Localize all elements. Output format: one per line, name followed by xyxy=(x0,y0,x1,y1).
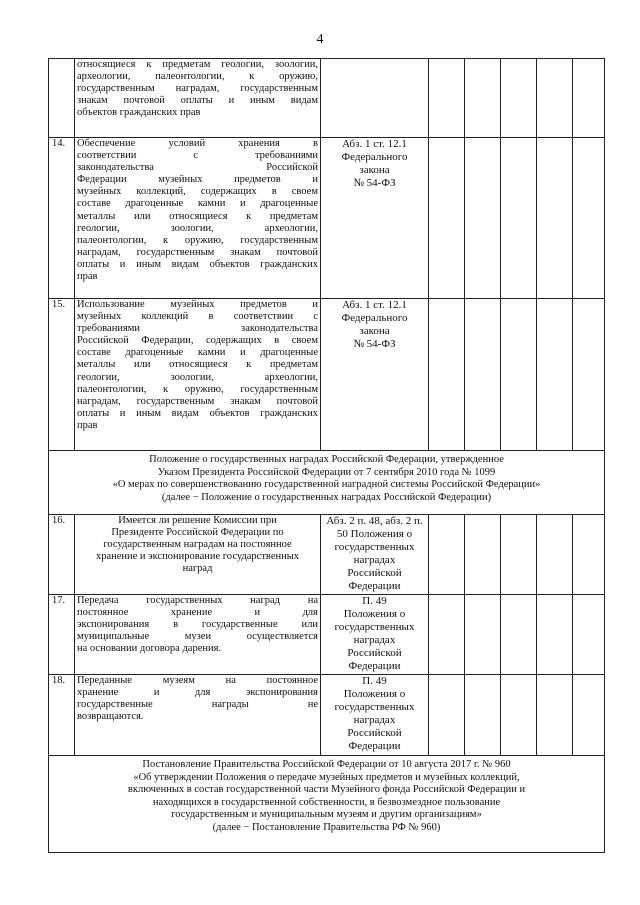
section-line: Постановление Правительства Российской Федерации от 10 августа 2017 г. № 960 xyxy=(142,759,511,770)
checklist-table xyxy=(48,58,605,853)
item-number: 17. xyxy=(49,595,75,675)
answer-cell xyxy=(429,299,465,451)
answer-cell xyxy=(573,515,605,595)
answer-cell xyxy=(465,515,501,595)
item-number: 16. xyxy=(49,515,75,595)
answer-cell xyxy=(501,515,537,595)
basis-line: государственных xyxy=(334,621,415,633)
text-line: Передача государственных наград на xyxy=(77,595,318,606)
text-line: знакам почтовой оплаты и иным видам xyxy=(77,95,318,107)
table-row xyxy=(49,59,605,138)
answer-cell xyxy=(573,675,605,756)
item-legal-basis xyxy=(321,675,429,756)
basis-line: закона xyxy=(359,325,390,337)
text-line: государственным наградам, государственным xyxy=(77,83,318,95)
basis-line: Федерального xyxy=(341,312,408,324)
basis-line: Федерального xyxy=(341,151,408,163)
text-line: наградам, государственным знакам почтовой xyxy=(77,395,318,407)
section-line: включенных в состав государственной части Музейного фонда Российской Федерации и xyxy=(127,784,526,795)
section-header-row xyxy=(49,451,605,515)
item-legal-basis xyxy=(321,138,429,299)
text-line: государственным наградам на постоянное xyxy=(103,539,292,551)
text-line: экспонирования в государственные или xyxy=(77,619,318,631)
text-line: законодательства Российской xyxy=(77,162,318,174)
section-title xyxy=(49,756,605,853)
basis-line: Федерации xyxy=(348,580,401,592)
text-line: составе драгоценные камни и драгоценные xyxy=(77,198,318,210)
basis-line: П. 49 xyxy=(362,595,387,607)
text-line: палеонтологии, к оружию, государственным xyxy=(77,234,318,246)
answer-cell xyxy=(465,595,501,675)
section-line: Положение о государственных наградах Российской Федерации, утвержденное xyxy=(149,454,504,465)
answer-cell xyxy=(429,675,465,756)
text-line: объектов гражданских прав xyxy=(77,107,201,119)
text-line: музейных коллекций, содержащих в своем xyxy=(77,186,318,198)
text-line: металлы или относящиеся к предметам xyxy=(77,210,318,222)
item-number: 18. xyxy=(49,675,75,756)
text-line: наградам, государственным знакам почтовой xyxy=(77,246,318,258)
text-line: наград xyxy=(182,563,213,575)
answer-cell xyxy=(465,59,501,138)
text-line: прав xyxy=(77,419,98,431)
basis-line: государственных xyxy=(334,701,415,713)
section-line: (далее − Постановление Правительства РФ № 960) xyxy=(212,821,441,833)
basis-line: 50 Положения о xyxy=(336,528,413,540)
answer-cell xyxy=(537,515,573,595)
section-line: государственным и муниципальным музеям и другим организациям» xyxy=(171,809,482,820)
text-line: муниципальные музеи осуществляется xyxy=(77,631,318,643)
text-line: оплаты и иным видам объектов гражданских xyxy=(77,407,318,419)
item-requirement xyxy=(75,595,321,675)
text-line: относящиеся к предметам геологии, зоологии, xyxy=(77,59,318,70)
text-line: Российской Федерации, содержащих в своем xyxy=(77,335,318,347)
basis-line: Федерации xyxy=(348,740,401,752)
section-line: находящихся в государственной собственности, в безвозмездное пользование xyxy=(152,796,501,808)
item-requirement xyxy=(75,138,321,299)
answer-cell xyxy=(501,299,537,451)
section-header-row xyxy=(49,756,605,853)
answer-cell xyxy=(429,595,465,675)
basis-line: наградах xyxy=(353,714,396,726)
basis-line: № 54-ФЗ xyxy=(353,338,396,350)
text-line: Президенте Российской Федерации по xyxy=(111,527,284,539)
answer-cell xyxy=(501,675,537,756)
basis-line: № 54-ФЗ xyxy=(353,177,396,189)
basis-line: наградах xyxy=(353,634,396,646)
text-line: прав xyxy=(77,271,98,283)
section-line: (далее − Положение о государственных наградах Российской Федерации) xyxy=(161,491,492,503)
text-line: металлы или относящиеся к предметам xyxy=(77,359,318,371)
text-line: Переданные музеям на постоянное xyxy=(77,675,318,686)
basis-line: государственных xyxy=(334,541,415,553)
basis-line: Российской xyxy=(347,727,402,739)
item-requirement xyxy=(75,675,321,756)
answer-cell xyxy=(501,595,537,675)
text-line: Федерации музейных предметов и xyxy=(77,174,318,186)
basis-line: Абз. 1 ст. 12.1 xyxy=(342,138,407,150)
table-row xyxy=(49,515,605,595)
answer-cell xyxy=(537,595,573,675)
item-requirement xyxy=(75,515,321,595)
answer-cell xyxy=(537,138,573,299)
basis-line: Российской xyxy=(347,647,402,659)
answer-cell xyxy=(465,138,501,299)
section-line: «О мерах по совершенствованию государственной наградной системы Российской Федерации» xyxy=(112,479,541,490)
text-line: соответствии с требованиями xyxy=(77,150,318,162)
item-requirement xyxy=(75,299,321,451)
answer-cell xyxy=(465,675,501,756)
text-line: возвращаются. xyxy=(77,711,144,723)
item-legal-basis xyxy=(321,515,429,595)
item-number xyxy=(49,59,75,138)
answer-cell xyxy=(537,675,573,756)
text-line: Обеспечение условий хранения в xyxy=(77,138,318,149)
basis-line: Положения о xyxy=(343,608,406,620)
text-line: палеонтологии, к оружию, государственным xyxy=(77,383,318,395)
text-line: археологии, палеонтологии, к оружию, xyxy=(77,71,318,83)
answer-cell xyxy=(537,59,573,138)
table-row xyxy=(49,299,605,451)
text-line: государственные награды не xyxy=(77,699,318,711)
table-row xyxy=(49,138,605,299)
answer-cell xyxy=(429,515,465,595)
text-line: геологии, зоологии, археологии, xyxy=(77,222,318,234)
answer-cell xyxy=(429,138,465,299)
basis-line: Положения о xyxy=(343,688,406,700)
answer-cell xyxy=(537,299,573,451)
section-line: «Об утверждении Положения о передаче музейных предметов и музейных коллекций, xyxy=(133,771,520,783)
table-row xyxy=(49,595,605,675)
item-number: 15. xyxy=(49,299,75,451)
answer-cell xyxy=(429,59,465,138)
answer-cell xyxy=(573,138,605,299)
text-line: требованиями законодательства xyxy=(77,323,318,335)
text-line: составе драгоценные камни и драгоценные xyxy=(77,347,318,359)
answer-cell xyxy=(573,59,605,138)
table-row xyxy=(49,675,605,756)
section-title xyxy=(49,451,605,515)
text-line: на основании договора дарения. xyxy=(77,643,222,655)
basis-line: П. 49 xyxy=(362,675,387,687)
basis-line: закона xyxy=(359,164,390,176)
basis-line: Федерации xyxy=(348,660,401,672)
basis-line: Абз. 2 п. 48, абз. 2 п. xyxy=(326,515,423,527)
answer-cell xyxy=(573,299,605,451)
text-line: геологии, зоологии, археологии, xyxy=(77,371,318,383)
section-line: Указом Президента Российской Федерации от 7 сентября 2010 года № 1099 xyxy=(157,466,496,478)
text-line: Использование музейных предметов и xyxy=(77,299,318,310)
answer-cell xyxy=(573,595,605,675)
text-line: хранение и для экспонирования xyxy=(77,687,318,699)
answer-cell xyxy=(501,138,537,299)
text-line: хранение и экспонирование государственных xyxy=(95,551,300,563)
item-number: 14. xyxy=(49,138,75,299)
basis-line: Абз. 1 ст. 12.1 xyxy=(342,299,407,311)
page-number: 4 xyxy=(316,32,324,47)
item-requirement xyxy=(75,59,321,138)
text-line: музейных коллекций в соответствии с xyxy=(77,311,318,323)
answer-cell xyxy=(465,299,501,451)
table-body xyxy=(49,59,605,853)
item-legal-basis xyxy=(321,59,429,138)
text-line: Имеется ли решение Комиссии при xyxy=(118,515,277,526)
answer-cell xyxy=(501,59,537,138)
text-line: оплаты и иным видам объектов гражданских xyxy=(77,258,318,270)
item-legal-basis xyxy=(321,299,429,451)
text-line: постоянное хранение и для xyxy=(77,607,318,619)
item-legal-basis xyxy=(321,595,429,675)
basis-line: наградах xyxy=(353,554,396,566)
basis-line: Российской xyxy=(347,567,402,579)
